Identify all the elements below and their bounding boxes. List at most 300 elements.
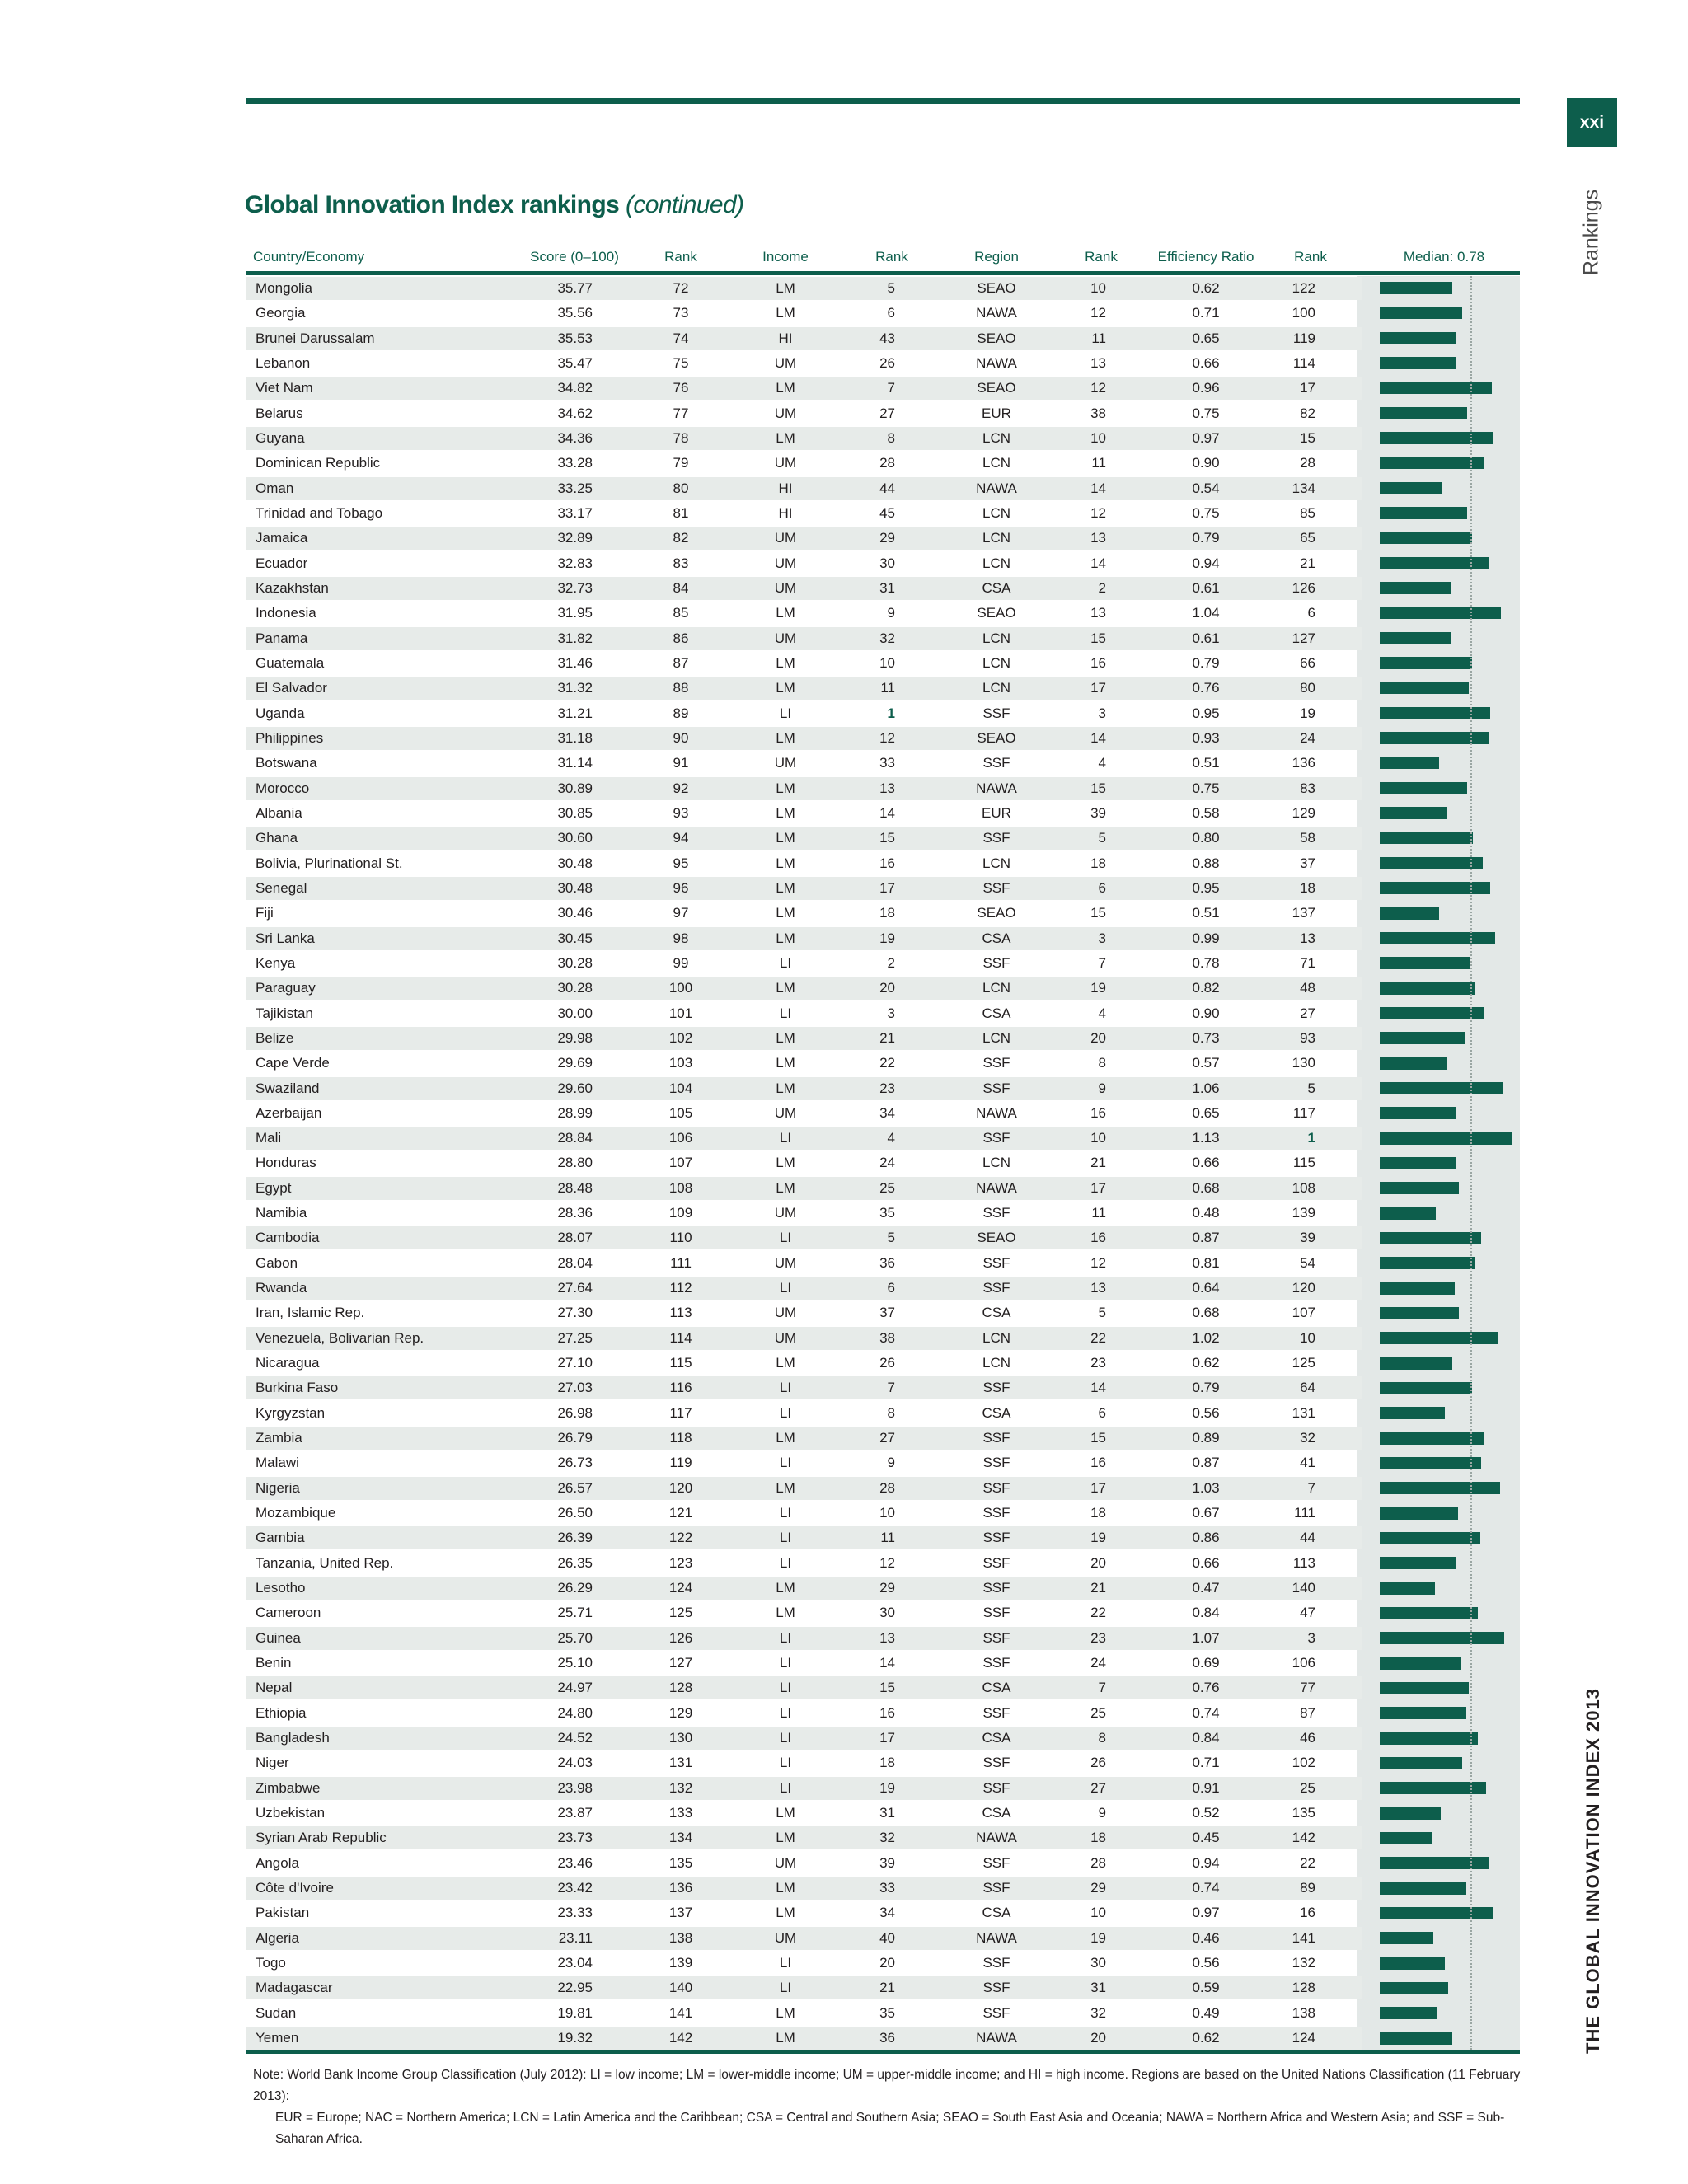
cell-score: 31.95 [557, 605, 593, 621]
cell-efficiency: 0.79 [1192, 1380, 1220, 1396]
cell-region: LCN [982, 680, 1011, 696]
cell-region: SSF [982, 1254, 1010, 1271]
cell-income: LM [776, 1029, 795, 1046]
cell-region: LCN [982, 429, 1011, 446]
table-row [246, 826, 1520, 851]
cell-income-rank: 35 [879, 2004, 895, 2021]
cell-score: 35.56 [557, 305, 593, 321]
cell-country: Nigeria [256, 1479, 300, 1496]
cell-income-rank: 25 [879, 1179, 895, 1196]
cell-income: LI [779, 1404, 792, 1421]
cell-country: Iran, Islamic Rep. [256, 1305, 365, 1321]
cell-income-rank: 29 [879, 530, 895, 546]
cell-rank: 109 [668, 1205, 693, 1221]
table-row [246, 1401, 1520, 1426]
table-row [246, 1726, 1520, 1750]
cell-country: Benin [256, 1655, 292, 1671]
cell-income: HI [778, 504, 793, 521]
cell-country: Viet Nam [256, 380, 313, 396]
cell-region: SSF [982, 1655, 1010, 1671]
cell-efficiency: 0.62 [1192, 280, 1220, 296]
cell-efficiency: 0.66 [1192, 354, 1220, 371]
cell-income-rank: 23 [879, 1080, 895, 1096]
cell-income-rank: 20 [879, 980, 895, 996]
cell-income: LI [779, 1655, 792, 1671]
efficiency-bar [1380, 1257, 1475, 1269]
cell-region: SSF [982, 1704, 1010, 1721]
cell-country: Malawi [256, 1455, 299, 1471]
cell-efficiency: 0.69 [1192, 1655, 1220, 1671]
cell-region: CSA [982, 1005, 1011, 1021]
cell-score: 35.77 [557, 280, 593, 296]
cell-country: Dominican Republic [256, 455, 381, 471]
cell-income-rank: 40 [879, 1929, 895, 1946]
cell-income-rank: 33 [879, 1880, 895, 1896]
cell-country: Belarus [256, 405, 303, 421]
cell-region-rank: 9 [1098, 1080, 1106, 1096]
cell-region-rank: 11 [1091, 330, 1106, 346]
efficiency-bar [1380, 1982, 1448, 1994]
cell-income: LM [776, 980, 795, 996]
cell-rank: 95 [673, 855, 689, 871]
cell-efficiency: 0.75 [1192, 780, 1220, 796]
cell-country: Albania [256, 804, 302, 821]
footnote-line-1: Note: World Bank Income Group Classification (July 2012): LI = low income; LM = lower-middle income; UM = upper-middle income; and HI = high income. Regions are based on the United Nations Classification (11 February 2013): [253, 2068, 1521, 2103]
cell-region: CSA [982, 930, 1011, 946]
table-row [246, 1501, 1520, 1526]
cell-efficiency-rank: 37 [1300, 855, 1315, 871]
cell-region-rank: 8 [1098, 1730, 1106, 1746]
cell-region-rank: 6 [1098, 1404, 1106, 1421]
cell-income-rank: 6 [887, 1280, 895, 1296]
cell-income-rank: 32 [879, 630, 895, 646]
table-row [246, 1126, 1520, 1151]
cell-region-rank: 13 [1090, 354, 1106, 371]
cell-region: SSF [982, 954, 1010, 971]
cell-region-rank: 14 [1090, 555, 1106, 571]
cell-country: Kazakhstan [256, 579, 329, 596]
table-row [246, 2026, 1520, 2050]
cell-country: Belize [256, 1029, 294, 1046]
efficiency-bar [1380, 1932, 1433, 1944]
cell-rank: 80 [673, 480, 689, 496]
cell-region: SSF [982, 1380, 1010, 1396]
cell-income-rank: 8 [887, 429, 895, 446]
efficiency-bar [1380, 757, 1439, 769]
efficiency-bar [1380, 507, 1467, 519]
cell-country: Madagascar [256, 1980, 333, 1996]
cell-efficiency-rank: 65 [1300, 530, 1315, 546]
cell-income-rank: 39 [879, 1854, 895, 1871]
cell-score: 28.07 [557, 1230, 593, 1246]
efficiency-bar [1380, 1082, 1503, 1094]
cell-country: Philippines [256, 729, 324, 746]
cell-score: 35.47 [557, 354, 593, 371]
table-row [246, 401, 1520, 426]
cell-efficiency-rank: 137 [1292, 905, 1315, 921]
cell-score: 23.73 [557, 1830, 593, 1846]
cell-region: SEAO [977, 1230, 1016, 1246]
cell-country: Kyrgyzstan [256, 1404, 326, 1421]
cell-efficiency-rank: 18 [1300, 879, 1315, 896]
cell-rank: 135 [668, 1854, 693, 1871]
cell-income: LM [776, 305, 795, 321]
cell-score: 19.81 [557, 2004, 593, 2021]
cell-efficiency: 0.78 [1192, 954, 1220, 971]
cell-income-rank: 16 [879, 855, 895, 871]
efficiency-bar [1380, 357, 1456, 369]
cell-income: UM [774, 630, 797, 646]
cell-income-rank: 6 [887, 305, 895, 321]
cell-region: SSF [982, 1455, 1010, 1471]
table-row [246, 626, 1520, 651]
efficiency-bar [1380, 1832, 1432, 1844]
cell-income-rank: 12 [879, 1554, 895, 1571]
cell-rank: 106 [668, 1130, 693, 1146]
cell-income: LI [779, 1704, 792, 1721]
cell-country: Venezuela, Bolivarian Rep. [256, 1329, 424, 1346]
efficiency-bar [1380, 1007, 1484, 1019]
cell-income-rank: 28 [879, 455, 895, 471]
cell-income: LM [776, 280, 795, 296]
cell-region-rank: 23 [1090, 1355, 1106, 1371]
cell-efficiency: 0.56 [1192, 1404, 1220, 1421]
cell-efficiency-rank: 39 [1300, 1230, 1315, 1246]
cell-region-rank: 14 [1090, 729, 1106, 746]
cell-income: UM [774, 405, 797, 421]
efficiency-bar [1380, 682, 1469, 694]
cell-rank: 72 [673, 280, 689, 296]
efficiency-bar [1380, 457, 1484, 469]
cell-rank: 117 [669, 1404, 692, 1421]
cell-income-rank: 10 [879, 1505, 895, 1521]
cell-score: 27.03 [557, 1380, 593, 1396]
cell-efficiency: 0.84 [1192, 1730, 1220, 1746]
cell-efficiency: 0.57 [1192, 1055, 1220, 1071]
cell-efficiency: 0.66 [1192, 1155, 1220, 1171]
cell-region-rank: 20 [1090, 2029, 1106, 2046]
cell-income: LM [776, 1905, 795, 1921]
cell-region: SSF [982, 1880, 1010, 1896]
header-region: Region [974, 249, 1019, 265]
cell-region-rank: 15 [1090, 1430, 1106, 1446]
cell-income: LM [776, 1155, 795, 1171]
cell-income: LM [776, 429, 795, 446]
efficiency-bar [1380, 907, 1439, 920]
cell-efficiency: 0.99 [1192, 930, 1220, 946]
cell-efficiency-rank: 10 [1300, 1329, 1315, 1346]
cell-efficiency-rank: 87 [1300, 1704, 1315, 1721]
efficiency-bar [1380, 832, 1473, 844]
cell-region: SSF [982, 1505, 1010, 1521]
table-row [246, 301, 1520, 326]
cell-score: 31.82 [557, 630, 593, 646]
cell-score: 23.04 [557, 1954, 593, 1971]
cell-income: UM [774, 354, 797, 371]
cell-country: Ecuador [256, 555, 308, 571]
cell-efficiency-rank: 64 [1300, 1380, 1315, 1396]
cell-income: LM [776, 1179, 795, 1196]
cell-region-rank: 14 [1090, 480, 1106, 496]
table-row [246, 1076, 1520, 1101]
cell-income-rank: 8 [887, 1404, 895, 1421]
cell-score: 23.87 [557, 1805, 593, 1821]
efficiency-bar [1380, 957, 1470, 969]
cell-country: Gambia [256, 1530, 305, 1546]
cell-region: LCN [982, 1355, 1011, 1371]
table-row [246, 1176, 1520, 1201]
cell-income-rank: 27 [879, 405, 895, 421]
cell-region-rank: 32 [1090, 2004, 1106, 2021]
cell-efficiency: 0.75 [1192, 504, 1220, 521]
cell-efficiency: 0.82 [1192, 980, 1220, 996]
cell-rank: 83 [673, 555, 689, 571]
cell-efficiency: 0.68 [1192, 1305, 1220, 1321]
cell-efficiency-rank: 102 [1292, 1755, 1315, 1771]
cell-efficiency: 0.68 [1192, 1179, 1220, 1196]
cell-efficiency-rank: 130 [1292, 1055, 1315, 1071]
cell-income: LI [779, 1380, 792, 1396]
cell-rank: 132 [668, 1779, 693, 1796]
cell-efficiency: 0.88 [1192, 855, 1220, 871]
cell-region: CSA [982, 579, 1011, 596]
cell-rank: 104 [668, 1080, 693, 1096]
cell-income-rank: 15 [879, 1680, 895, 1696]
cell-income-rank: 30 [879, 1605, 895, 1621]
cell-country: Nepal [256, 1680, 293, 1696]
efficiency-bar [1380, 1307, 1459, 1319]
cell-income: LI [779, 1455, 792, 1471]
cell-region-rank: 29 [1090, 1880, 1106, 1896]
cell-income: LI [779, 1755, 792, 1771]
cell-country: Trinidad and Tobago [256, 504, 383, 521]
cell-income-rank: 32 [879, 1830, 895, 1846]
cell-score: 34.36 [557, 429, 593, 446]
cell-income-rank: 17 [879, 879, 895, 896]
cell-region: NAWA [976, 305, 1017, 321]
cell-rank: 74 [673, 330, 689, 346]
cell-region-rank: 19 [1090, 1929, 1106, 1946]
cell-efficiency: 0.45 [1192, 1830, 1220, 1846]
table-row [246, 976, 1520, 1001]
table-row [246, 526, 1520, 551]
table-row [246, 776, 1520, 801]
header-score: Score (0–100) [530, 249, 619, 265]
efficiency-bar [1380, 1282, 1455, 1295]
cell-region: CSA [982, 1404, 1011, 1421]
cell-region: NAWA [976, 480, 1017, 496]
cell-score: 25.70 [557, 1629, 593, 1646]
cell-rank: 107 [668, 1155, 693, 1171]
cell-income: LM [776, 729, 795, 746]
cell-region-rank: 18 [1090, 1830, 1106, 1846]
cell-country: El Salvador [256, 680, 327, 696]
cell-efficiency-rank: 15 [1300, 429, 1315, 446]
table-row [246, 1900, 1520, 1925]
cell-income-rank: 28 [879, 1479, 895, 1496]
cell-income-rank: 44 [879, 480, 895, 496]
cell-region-rank: 21 [1090, 1155, 1106, 1171]
cell-score: 30.00 [557, 1005, 593, 1021]
cell-efficiency-rank: 134 [1292, 480, 1315, 496]
cell-rank: 128 [668, 1680, 693, 1696]
header-efficiency: Efficiency Ratio [1157, 249, 1254, 265]
cell-region: LCN [982, 555, 1011, 571]
header-income-rank: Rank [875, 249, 908, 265]
efficiency-bar [1380, 1132, 1512, 1145]
cell-country: Panama [256, 630, 308, 646]
cell-efficiency: 1.07 [1192, 1629, 1220, 1646]
efficiency-bar [1380, 1207, 1436, 1220]
efficiency-bar [1380, 1957, 1445, 1970]
footnote [253, 2064, 1539, 2150]
table-row [246, 751, 1520, 776]
cell-efficiency-rank: 7 [1307, 1479, 1315, 1496]
efficiency-bar [1380, 1107, 1456, 1119]
cell-income-rank: 30 [879, 555, 895, 571]
cell-rank: 94 [673, 830, 689, 846]
cell-rank: 130 [668, 1730, 693, 1746]
cell-country: Azerbaijan [256, 1104, 322, 1121]
cell-income: LM [776, 879, 795, 896]
cell-income: LI [779, 1530, 792, 1546]
efficiency-bar [1380, 2007, 1437, 2019]
cell-rank: 127 [668, 1655, 693, 1671]
cell-score: 32.83 [557, 555, 593, 571]
cell-income: LI [779, 1280, 792, 1296]
cell-efficiency-rank: 132 [1292, 1954, 1315, 1971]
cell-income-rank: 20 [879, 1954, 895, 1971]
cell-region-rank: 2 [1098, 579, 1106, 596]
cell-efficiency: 0.87 [1192, 1455, 1220, 1471]
cell-score: 23.98 [557, 1779, 593, 1796]
cell-country: Senegal [256, 879, 307, 896]
cell-region: SEAO [977, 729, 1016, 746]
cell-income-rank: 38 [879, 1329, 895, 1346]
cell-region: LCN [982, 855, 1011, 871]
cell-region: EUR [982, 804, 1011, 821]
cell-rank: 102 [668, 1029, 693, 1046]
efficiency-bar [1380, 557, 1489, 569]
efficiency-bar [1380, 1557, 1456, 1569]
cell-score: 30.60 [557, 830, 593, 846]
cell-income: UM [774, 1929, 797, 1946]
cell-rank: 119 [669, 1455, 692, 1471]
cell-efficiency: 0.81 [1192, 1254, 1220, 1271]
efficiency-bar [1380, 1057, 1447, 1070]
cell-income-rank: 34 [879, 1104, 895, 1121]
cell-country: Morocco [256, 780, 310, 796]
cell-efficiency: 0.79 [1192, 530, 1220, 546]
cell-income: UM [774, 555, 797, 571]
cell-region-rank: 4 [1098, 755, 1106, 771]
cell-country: Rwanda [256, 1280, 307, 1296]
cell-income-rank: 14 [879, 804, 895, 821]
cell-region: SSF [982, 1779, 1010, 1796]
cell-region-rank: 5 [1098, 830, 1106, 846]
cell-region: LCN [982, 630, 1011, 646]
efficiency-bar [1380, 1357, 1452, 1370]
table-row [246, 1226, 1520, 1250]
bottom-rule [246, 2050, 1520, 2054]
cell-country: Egypt [256, 1179, 292, 1196]
cell-efficiency-rank: 125 [1292, 1355, 1315, 1371]
cell-country: Ethiopia [256, 1704, 307, 1721]
cell-region: SSF [982, 2004, 1010, 2021]
cell-income-rank: 19 [879, 1779, 895, 1796]
cell-region: NAWA [976, 1929, 1017, 1946]
cell-efficiency-rank: 117 [1292, 1104, 1315, 1121]
cell-region-rank: 15 [1090, 780, 1106, 796]
cell-region-rank: 39 [1090, 804, 1106, 821]
cell-region-rank: 16 [1090, 1104, 1106, 1121]
cell-country: Swaziland [256, 1080, 320, 1096]
cell-rank: 111 [670, 1254, 692, 1271]
cell-income: LI [779, 1629, 792, 1646]
rankings-table [246, 276, 1520, 2050]
cell-rank: 105 [668, 1104, 693, 1121]
efficiency-bar [1380, 1907, 1493, 1919]
title-main: Global Innovation Index rankings [245, 191, 620, 218]
cell-income: LM [776, 1580, 795, 1596]
cell-score: 32.89 [557, 530, 593, 546]
cell-efficiency-rank: 128 [1292, 1980, 1315, 1996]
cell-score: 31.46 [557, 654, 593, 671]
efficiency-bar [1380, 782, 1467, 794]
cell-rank: 88 [673, 680, 689, 696]
header-rank: Rank [664, 249, 697, 265]
cell-region: SEAO [977, 330, 1016, 346]
cell-efficiency: 0.79 [1192, 654, 1220, 671]
cell-income-rank: 7 [887, 380, 895, 396]
cell-income-rank: 16 [879, 1704, 895, 1721]
publication-footer: THE GLOBAL INNOVATION INDEX 2013 [1582, 1688, 1603, 2054]
cell-score: 29.98 [557, 1029, 593, 1046]
cell-region-rank: 38 [1090, 405, 1106, 421]
cell-efficiency-rank: 6 [1307, 605, 1315, 621]
cell-region-rank: 27 [1090, 1779, 1106, 1796]
cell-region: LCN [982, 504, 1011, 521]
efficiency-bar [1380, 1632, 1504, 1644]
cell-score: 35.53 [557, 330, 593, 346]
cell-efficiency: 0.47 [1192, 1580, 1220, 1596]
efficiency-bar [1380, 807, 1447, 819]
cell-income: LM [776, 380, 795, 396]
cell-region: SSF [982, 1629, 1010, 1646]
cell-region-rank: 11 [1091, 455, 1106, 471]
table-row [246, 651, 1520, 676]
cell-region: SSF [982, 1280, 1010, 1296]
cell-region: NAWA [976, 780, 1017, 796]
cell-rank: 113 [669, 1305, 692, 1321]
cell-income-rank: 15 [879, 830, 895, 846]
cell-rank: 140 [668, 1980, 693, 1996]
cell-country: Syrian Arab Republic [256, 1830, 387, 1846]
cell-income: LI [779, 1779, 792, 1796]
cell-efficiency-rank: 113 [1292, 1554, 1315, 1571]
cell-region: SEAO [977, 380, 1016, 396]
cell-efficiency: 0.75 [1192, 405, 1220, 421]
efficiency-bar [1380, 1432, 1484, 1445]
efficiency-bar [1380, 1532, 1480, 1544]
cell-income: LM [776, 2004, 795, 2021]
cell-income-rank: 34 [879, 1905, 895, 1921]
table-row [246, 576, 1520, 601]
table-row [246, 676, 1520, 701]
cell-country: Zambia [256, 1430, 302, 1446]
cell-region-rank: 10 [1090, 429, 1106, 446]
efficiency-bar [1380, 1607, 1478, 1619]
